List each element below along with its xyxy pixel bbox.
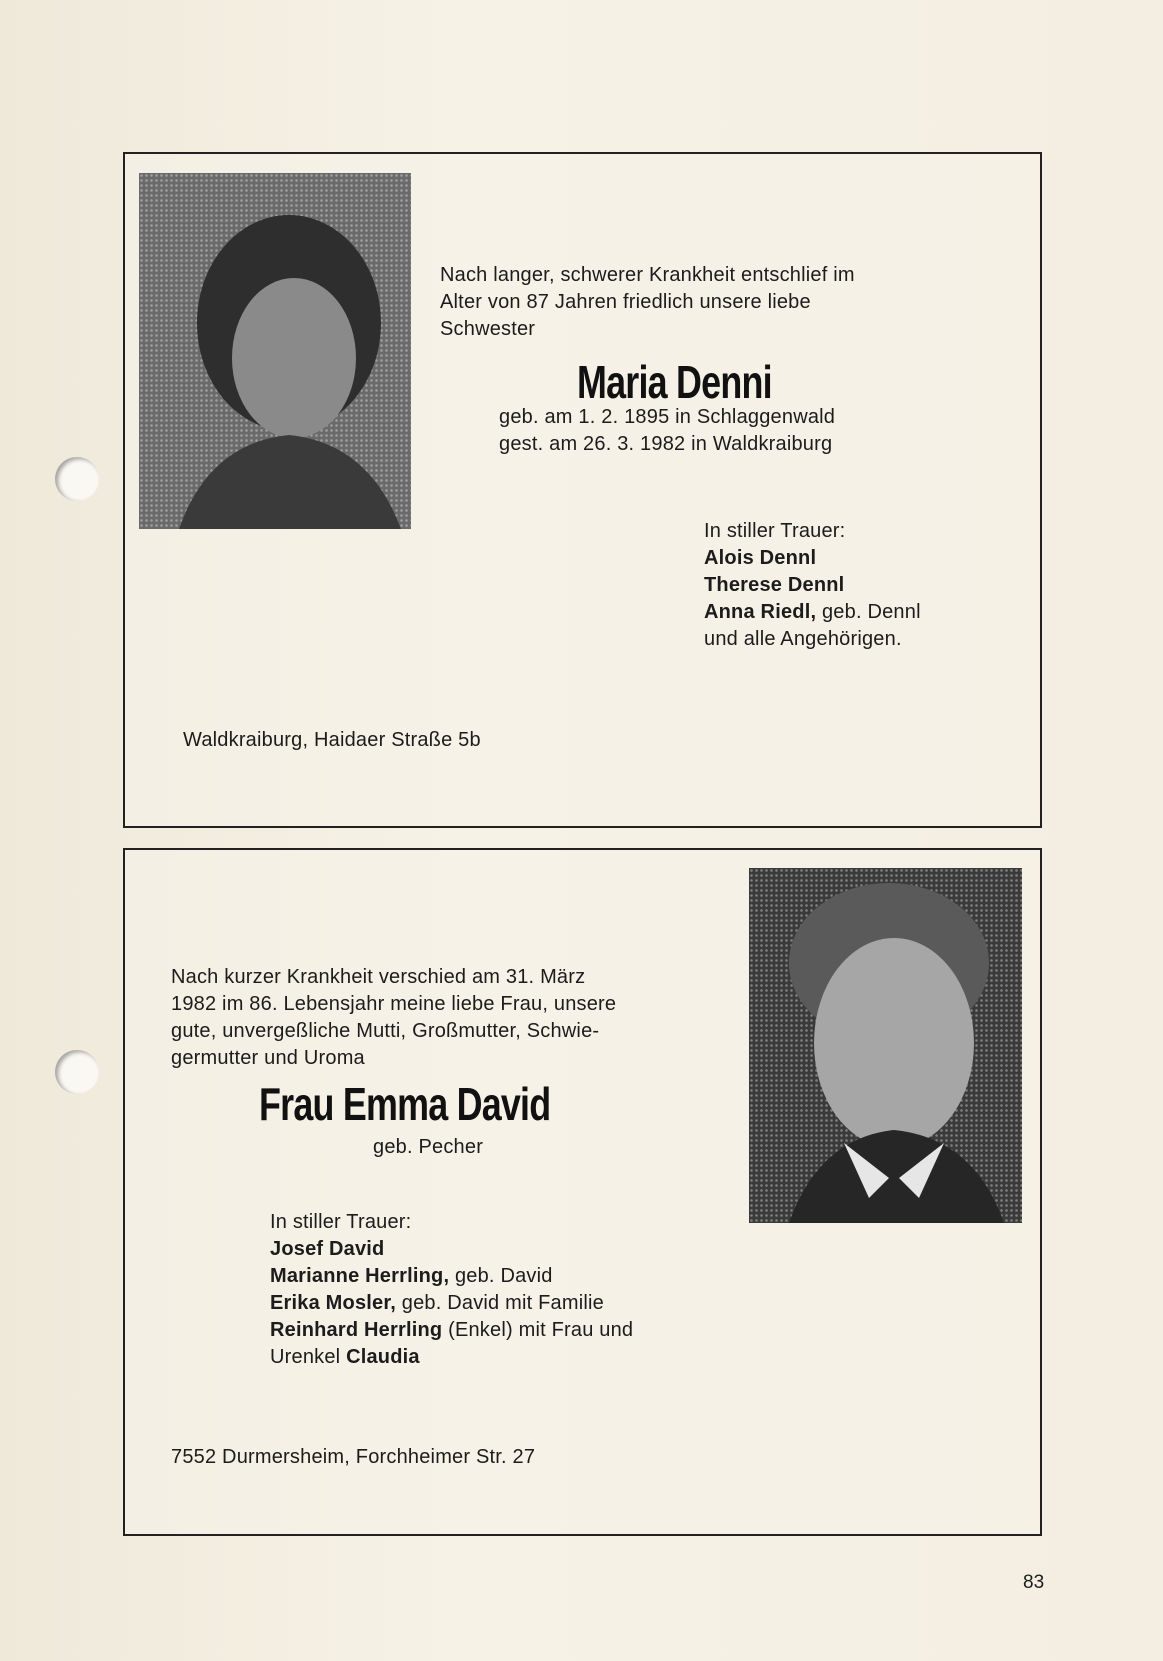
portrait-silhouette-icon [749,868,1022,1223]
notice1-name: Maria Denni [577,356,772,408]
page-number: 83 [1023,1572,1045,1593]
portrait-photo-maria [139,173,411,529]
notice1-address: Waldkraiburg, Haidaer Straße 5b [183,729,481,751]
portrait-silhouette-icon [139,173,411,529]
notice1-dates: geb. am 1. 2. 1895 in Schlaggenwald gest. am 26. 3. 1982 in Waldkraiburg [499,406,836,455]
portrait-photo-emma [749,868,1022,1223]
notice1-mourners: In stiller Trauer: Alois Dennl Therese Dennl Anna Riedl, geb. Dennl und alle Angehörigen. [704,520,921,650]
binder-hole-bottom [55,1050,99,1094]
notice1-intro: Nach langer, schwerer Krankheit entschlief im Alter von 87 Jahren friedlich unsere liebe Schwester [440,264,855,340]
notice2-mourners: In stiller Trauer: Josef David Marianne Herrling, geb. David Erika Mosler, geb. David mit Familie Reinhard Herrling (Enkel) mit Frau und Urenkel Claudia [270,1211,634,1368]
binder-hole-top [55,457,99,501]
notice2-maiden-name: geb. Pecher [373,1136,484,1158]
notice2-name: Frau Emma David [259,1078,551,1130]
notice2-intro: Nach kurzer Krankheit verschied am 31. März 1982 im 86. Lebensjahr meine liebe Frau, unsere gute, unvergeßliche Mutti, Großmutter, Schwie- germutter und Uroma [171,966,617,1069]
notice2-address: 7552 Durmersheim, Forchheimer Str. 27 [171,1446,536,1468]
